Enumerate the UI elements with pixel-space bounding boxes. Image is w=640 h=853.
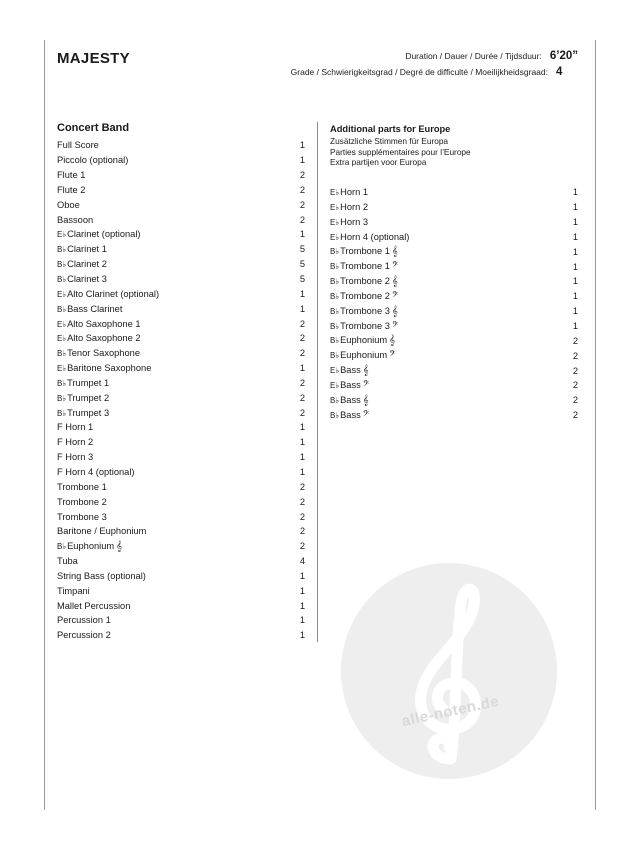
key-prefix: B♭ (330, 410, 340, 420)
key-prefix: E♭ (57, 334, 67, 344)
key-prefix: B♭ (57, 349, 67, 359)
part-row (57, 435, 305, 450)
part-name-group (57, 586, 90, 596)
grade-label: Grade / Schwierigkeitsgrad / Degré de difficulté / Moeilijkheidsgraad: (290, 67, 548, 77)
part-count: 2 (299, 377, 305, 388)
part-name: Trombone 1 (340, 261, 390, 272)
part-row (57, 316, 305, 331)
part-name: Tuba (57, 556, 78, 567)
part-name-group (57, 422, 93, 432)
part-count: 5 (299, 274, 305, 285)
part-count: 1 (299, 570, 305, 581)
part-count: 2 (299, 481, 305, 492)
part-name: Euphonium (340, 335, 388, 346)
part-row (57, 153, 305, 168)
part-row (57, 212, 305, 227)
part-count: 2 (572, 335, 578, 346)
part-row (330, 215, 578, 230)
part-name: Trombone 3 (340, 320, 390, 331)
part-row (57, 465, 305, 480)
part-count: 4 (299, 556, 305, 567)
part-name-group (330, 410, 369, 421)
treble-clef-icon: 𝄞 (116, 540, 123, 552)
part-name: Horn 3 (340, 217, 369, 228)
part-count: 2 (299, 214, 305, 225)
part-row (330, 363, 578, 378)
part-name: Flute 1 (57, 170, 86, 181)
part-name-group (57, 452, 93, 462)
part-row (57, 539, 305, 554)
europe-header (330, 124, 471, 168)
part-row (330, 185, 578, 200)
key-prefix: B♭ (330, 395, 340, 405)
concert-band-parts-list (57, 138, 305, 643)
part-name: Baritone / Euphonium (57, 526, 147, 537)
part-name-group (57, 333, 141, 343)
part-name-group (330, 365, 369, 376)
part-count: 2 (299, 348, 305, 359)
key-prefix: B♭ (57, 275, 67, 285)
part-row (57, 524, 305, 539)
part-name-group (57, 467, 135, 477)
grade-value: 4 (556, 66, 563, 78)
part-count: 1 (299, 363, 305, 374)
part-count: 1 (299, 140, 305, 151)
part-name-group (330, 291, 398, 302)
part-name-group (330, 276, 398, 287)
part-row (330, 393, 578, 408)
key-prefix: E♭ (330, 203, 340, 213)
part-row (330, 200, 578, 215)
part-name-group (57, 244, 107, 254)
part-name-group (57, 200, 80, 210)
part-row (57, 346, 305, 361)
part-name-group (57, 601, 130, 611)
part-name-group (57, 615, 111, 625)
part-name-group (330, 232, 409, 242)
key-prefix: B♭ (57, 304, 67, 314)
part-row (330, 244, 578, 259)
part-row (57, 613, 305, 628)
part-name-group (57, 289, 159, 299)
part-row (57, 168, 305, 183)
part-name: Tenor Saxophone (67, 348, 140, 359)
part-count: 1 (572, 321, 578, 332)
part-name: Alto Saxophone 2 (67, 333, 141, 344)
part-name-group (330, 335, 395, 346)
part-row (57, 376, 305, 391)
part-name-group (57, 304, 122, 314)
part-name-group (57, 274, 107, 284)
part-count: 2 (572, 410, 578, 421)
part-name-group (330, 350, 396, 361)
part-row (57, 227, 305, 242)
key-prefix: E♭ (57, 364, 67, 374)
part-row (57, 390, 305, 405)
part-row (57, 583, 305, 598)
part-name-group (330, 321, 398, 332)
part-name-group (57, 215, 93, 225)
key-prefix: B♭ (330, 276, 340, 286)
key-prefix: E♭ (57, 319, 67, 329)
bass-clef-icon: 𝄢 (362, 409, 370, 421)
part-count: 1 (299, 452, 305, 463)
part-name-group (57, 630, 111, 640)
part-name: Trombone 2 (340, 275, 390, 286)
part-name: Percussion 1 (57, 615, 111, 626)
key-prefix: E♭ (330, 366, 340, 376)
key-prefix: B♭ (330, 336, 340, 346)
treble-clef-icon: 𝄞 (362, 394, 369, 406)
part-name-group (330, 395, 369, 406)
key-prefix: B♭ (330, 321, 340, 331)
part-row (330, 408, 578, 423)
part-count: 2 (299, 511, 305, 522)
part-count: 2 (299, 392, 305, 403)
part-row (57, 242, 305, 257)
part-name-group (330, 306, 398, 317)
part-name-group (57, 497, 107, 507)
part-name-group (57, 319, 141, 329)
part-count: 1 (572, 291, 578, 302)
part-row (57, 138, 305, 153)
part-name: F Horn 1 (57, 422, 94, 433)
part-count: 1 (572, 246, 578, 257)
part-count: 1 (299, 155, 305, 166)
europe-subheading-fr: Parties supplémentaires pour l’Europe (330, 146, 471, 157)
part-name: Timpani (57, 585, 90, 596)
treble-clef-icon: 𝄞 (391, 246, 398, 258)
part-name: Horn 1 (340, 187, 369, 198)
part-row (330, 274, 578, 289)
part-count: 1 (299, 466, 305, 477)
part-row (330, 259, 578, 274)
part-row (57, 420, 305, 435)
part-row (330, 333, 578, 348)
key-prefix: B♭ (57, 378, 67, 388)
part-name: Percussion 2 (57, 630, 111, 641)
part-count: 1 (572, 202, 578, 213)
part-name: Clarinet 1 (67, 244, 107, 255)
europe-heading: Additional parts for Europe (330, 124, 451, 134)
right-border-line (595, 40, 596, 810)
part-name: Trombone 3 (340, 305, 390, 316)
part-name: Clarinet (optional) (67, 229, 141, 240)
part-name-group (57, 512, 107, 522)
part-name: Full Score (57, 140, 99, 151)
part-count: 1 (299, 288, 305, 299)
part-row (57, 450, 305, 465)
part-name: Clarinet 2 (67, 259, 107, 270)
key-prefix: E♭ (330, 218, 340, 228)
part-name-group (330, 246, 398, 257)
part-row (57, 272, 305, 287)
part-row (330, 289, 578, 304)
part-name-group (57, 393, 109, 403)
part-name: Trumpet 3 (67, 407, 110, 418)
part-row (57, 361, 305, 376)
part-name: Flute 2 (57, 184, 86, 195)
part-name: Euphonium (67, 540, 115, 551)
part-name: Horn 4 (optional) (340, 231, 410, 242)
key-prefix: B♭ (57, 393, 67, 403)
treble-clef-icon: 𝄞 (391, 275, 398, 287)
key-prefix: B♭ (57, 541, 67, 551)
part-count: 2 (572, 380, 578, 391)
part-count: 5 (299, 259, 305, 270)
part-row (57, 183, 305, 198)
part-name-group (57, 541, 122, 552)
part-count: 2 (572, 350, 578, 361)
part-name-group (57, 482, 107, 492)
part-name: Trombone 1 (340, 246, 390, 257)
part-count: 1 (572, 261, 578, 272)
part-name: Horn 2 (340, 202, 369, 213)
europe-subheading-nl: Extra partijen voor Europa (330, 157, 427, 168)
part-name-group (57, 185, 85, 195)
part-count: 5 (299, 244, 305, 255)
part-name-group (57, 140, 99, 150)
key-prefix: B♭ (330, 306, 340, 316)
grade-row (291, 66, 578, 82)
part-row (57, 331, 305, 346)
part-name-group (57, 348, 140, 358)
key-prefix: B♭ (57, 245, 67, 255)
part-name: Bass (340, 365, 361, 376)
piece-metadata (291, 50, 578, 82)
part-row (57, 301, 305, 316)
part-name-group (57, 170, 85, 180)
part-count: 1 (572, 217, 578, 228)
left-border-line (44, 40, 45, 810)
key-prefix: E♭ (57, 289, 67, 299)
part-count: 1 (299, 229, 305, 240)
treble-clef-icon: 𝄞 (391, 305, 398, 317)
treble-clef-icon: 𝄞 (362, 365, 369, 377)
column-divider (317, 122, 318, 642)
part-name-group (330, 261, 398, 272)
duration-label: Duration / Dauer / Durée / Tijdsduur: (405, 51, 542, 61)
part-row (330, 348, 578, 363)
part-count: 1 (299, 303, 305, 314)
part-name: Mallet Percussion (57, 600, 131, 611)
part-count: 2 (299, 184, 305, 195)
part-count: 2 (299, 407, 305, 418)
part-name: Trombone 1 (57, 481, 107, 492)
part-name: Baritone Saxophone (67, 363, 152, 374)
part-name-group (330, 217, 368, 227)
part-name-group (57, 408, 109, 418)
duration-row (291, 50, 578, 66)
part-name-group (57, 526, 146, 536)
part-row (57, 286, 305, 301)
europe-parts-list (330, 185, 578, 423)
part-name: String Bass (optional) (57, 570, 146, 581)
part-count: 2 (299, 526, 305, 537)
part-count: 1 (572, 276, 578, 287)
part-name-group (57, 556, 78, 566)
part-row (57, 554, 305, 569)
part-count: 1 (572, 187, 578, 198)
part-row (57, 257, 305, 272)
part-name: F Horn 4 (optional) (57, 466, 135, 477)
key-prefix: E♭ (330, 188, 340, 198)
part-name-group (330, 380, 369, 391)
duration-value: 6’20” (549, 50, 578, 62)
part-name: Piccolo (optional) (57, 155, 129, 166)
part-row (57, 405, 305, 420)
watermark-seal (341, 563, 557, 779)
part-row (57, 568, 305, 583)
part-count: 2 (299, 541, 305, 552)
watermark-text: alle-noten.de (400, 692, 501, 731)
part-row (330, 304, 578, 319)
part-name: Euphonium (340, 350, 388, 361)
part-name-group (57, 229, 141, 239)
part-count: 2 (299, 496, 305, 507)
part-count: 2 (299, 170, 305, 181)
part-row (57, 509, 305, 524)
key-prefix: B♭ (330, 351, 340, 361)
part-name: Trombone 2 (57, 496, 107, 507)
part-count: 1 (299, 600, 305, 611)
part-count: 1 (572, 231, 578, 242)
part-name-group (57, 437, 93, 447)
bass-clef-icon: 𝄢 (391, 320, 399, 332)
key-prefix: E♭ (57, 230, 67, 240)
key-prefix: B♭ (330, 291, 340, 301)
part-name-group (330, 202, 368, 212)
part-name: Clarinet 3 (67, 274, 107, 285)
key-prefix: E♭ (330, 232, 340, 242)
part-name: F Horn 3 (57, 452, 94, 463)
part-count: 2 (299, 199, 305, 210)
part-name: Bass (340, 379, 361, 390)
part-name: Trombone 2 (340, 290, 390, 301)
part-count: 2 (299, 318, 305, 329)
europe-subheading-de: Zusätzliche Stimmen für Europa (330, 136, 449, 146)
part-row (57, 197, 305, 212)
part-count: 1 (299, 630, 305, 641)
page-title: MAJESTY (57, 50, 130, 67)
part-row (330, 319, 578, 334)
part-name-group (57, 571, 146, 581)
part-name-group (330, 187, 368, 197)
part-count: 2 (299, 333, 305, 344)
part-name-group (57, 378, 109, 388)
part-count: 1 (299, 615, 305, 626)
part-name-group (57, 155, 128, 165)
treble-clef-icon (341, 563, 557, 779)
key-prefix: B♭ (57, 260, 67, 270)
key-prefix: E♭ (330, 380, 340, 390)
part-name: Oboe (57, 199, 80, 210)
treble-clef-icon: 𝄞 (389, 335, 396, 347)
part-name: Trumpet 1 (67, 377, 110, 388)
key-prefix: B♭ (330, 247, 340, 257)
part-name: Bass (340, 394, 361, 405)
part-name: Bassoon (57, 214, 94, 225)
part-name: Bass (340, 409, 361, 420)
part-count: 2 (572, 365, 578, 376)
part-name: Alto Saxophone 1 (67, 318, 141, 329)
part-name: F Horn 2 (57, 437, 94, 448)
part-row (57, 598, 305, 613)
part-row (330, 230, 578, 245)
bass-clef-icon: 𝄢 (389, 350, 396, 362)
part-name: Alto Clarinet (optional) (67, 288, 160, 299)
part-name: Trombone 3 (57, 511, 107, 522)
part-name: Bass Clarinet (67, 303, 123, 314)
bass-clef-icon: 𝄢 (391, 261, 399, 273)
part-count: 1 (299, 437, 305, 448)
part-row (330, 378, 578, 393)
key-prefix: B♭ (57, 408, 67, 418)
part-count: 1 (299, 422, 305, 433)
part-count: 1 (572, 306, 578, 317)
part-row (57, 479, 305, 494)
part-count: 1 (299, 585, 305, 596)
part-name-group (57, 259, 107, 269)
bass-clef-icon: 𝄢 (391, 290, 399, 302)
part-count: 2 (572, 395, 578, 406)
part-row (57, 494, 305, 509)
key-prefix: B♭ (330, 262, 340, 272)
concert-band-heading: Concert Band (57, 122, 130, 134)
part-name-group (57, 363, 151, 373)
part-row (57, 628, 305, 643)
bass-clef-icon: 𝄢 (362, 379, 370, 391)
part-name: Trumpet 2 (67, 392, 110, 403)
